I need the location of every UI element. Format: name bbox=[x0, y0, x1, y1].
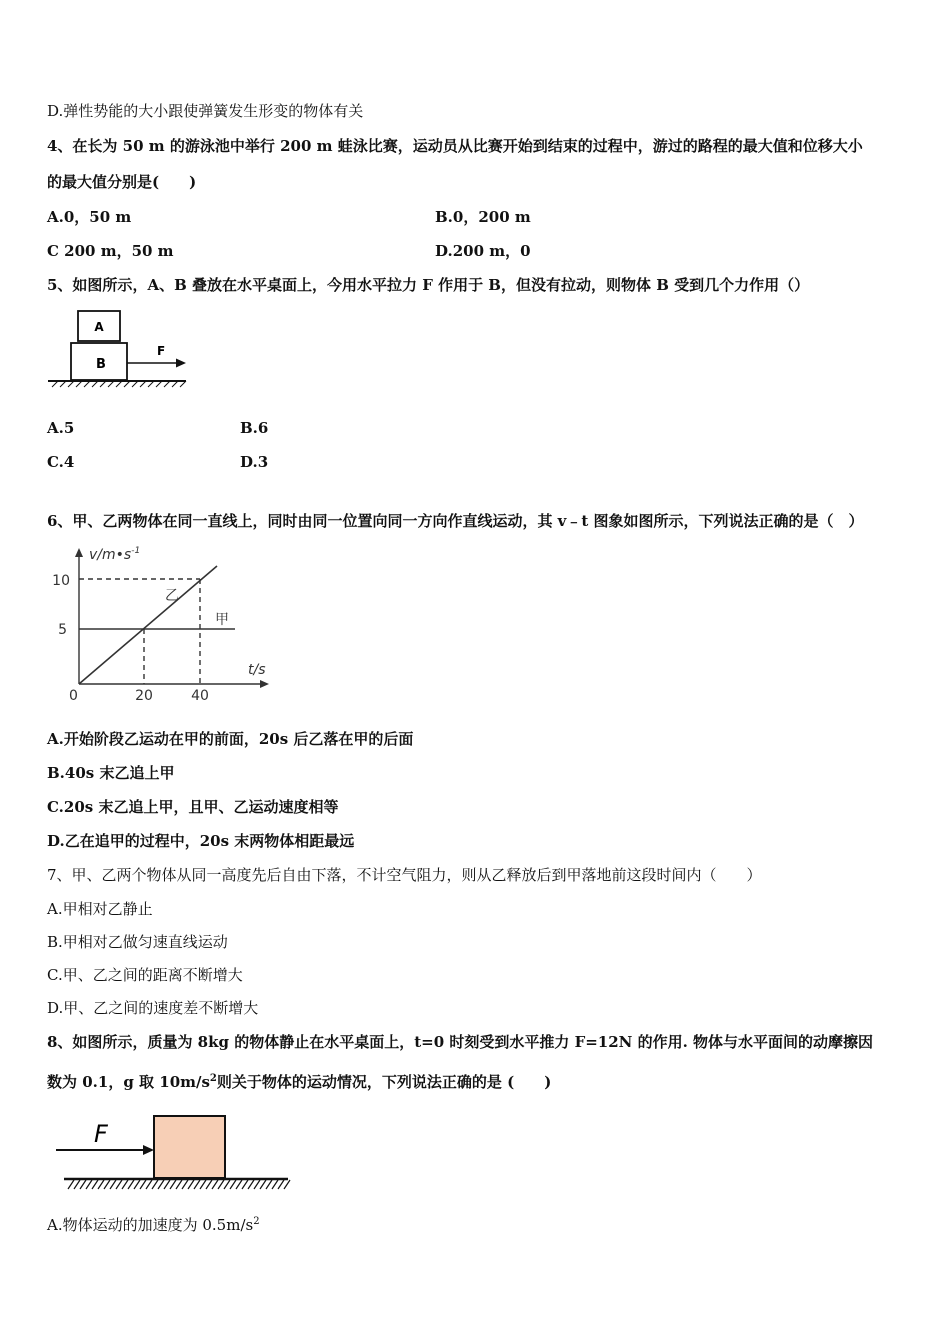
hatch-line bbox=[218, 1180, 224, 1189]
hatch-line bbox=[146, 1180, 152, 1189]
hatch-line bbox=[200, 1180, 206, 1189]
series-jia-label: 甲 bbox=[215, 612, 229, 628]
q8-stem-line2 bbox=[47, 1069, 551, 1092]
q5-force-arrowhead bbox=[176, 359, 186, 368]
q8-option-a bbox=[47, 1212, 260, 1235]
q6-option-b: B.40s 末乙追上甲 bbox=[47, 764, 175, 782]
q5-option-a: A.5 bbox=[47, 419, 75, 437]
q7-option-b: B.甲相对乙做匀速直线运动 bbox=[47, 933, 228, 951]
q5-figure bbox=[44, 305, 204, 395]
hatch-line bbox=[266, 1180, 272, 1189]
hatch-line bbox=[158, 1180, 164, 1189]
q5-option-b: B.6 bbox=[240, 419, 269, 437]
hatch-line bbox=[248, 1180, 254, 1189]
q4-stem-line1: 4、在长为 50 m 的游泳池中举行 200 m 蛙泳比赛，运动员从比赛开始到结束的过程中，游过的路程的最大值和位移大小 bbox=[47, 137, 863, 155]
q8-option-a-sup: 2 bbox=[253, 1216, 260, 1227]
hatch-line bbox=[152, 1180, 158, 1189]
q6-option-c: C.20s 末乙追上甲，且甲、乙运动速度相等 bbox=[47, 798, 339, 816]
hatch-line bbox=[92, 1180, 98, 1189]
q5-force-label: F bbox=[157, 344, 166, 358]
hatch-line bbox=[224, 1180, 230, 1189]
y-tick-5: 5 bbox=[58, 622, 67, 638]
x-axis-label: t/s bbox=[248, 662, 266, 678]
hatch-line bbox=[182, 1180, 188, 1189]
hatch-line bbox=[74, 1180, 80, 1189]
hatch-line bbox=[212, 1180, 218, 1189]
q8-force-arrowhead bbox=[143, 1145, 154, 1155]
q4-option-a: A.0，50 m bbox=[47, 208, 132, 226]
x-axis-arrowhead bbox=[260, 680, 269, 688]
q8-force-label: F bbox=[94, 1120, 108, 1148]
q6-stem: 6、甲、乙两物体在同一直线上，同时由同一位置向同一方向作直线运动，其 v﹣t 图象如图所示，下列说法正确的是（ ） bbox=[47, 512, 864, 530]
q8-stem-line2-b: 则关于物体的运动情况，下列说法正确的是 ( ) bbox=[216, 1073, 552, 1091]
hatch-line bbox=[80, 1180, 86, 1189]
origin-label: 0 bbox=[69, 688, 78, 704]
hatch-line bbox=[278, 1180, 284, 1189]
x-tick-20: 20 bbox=[135, 688, 153, 704]
series-yi-label: 乙 bbox=[165, 588, 179, 604]
hatch-line bbox=[122, 1180, 128, 1189]
q6-option-d: D.乙在追甲的过程中，20s 末两物体相距最远 bbox=[47, 832, 355, 850]
q8-block bbox=[154, 1116, 225, 1178]
hatch-line bbox=[260, 1180, 266, 1189]
q7-stem: 7、甲、乙两个物体从同一高度先后自由下落，不计空气阻力，则从乙释放后到甲落地前这段时间内（ ） bbox=[47, 866, 762, 884]
hatch-line bbox=[164, 1180, 170, 1189]
q4-option-b: B.0，200 m bbox=[435, 208, 531, 226]
q4-stem-line2: 的最大值分别是( ) bbox=[47, 173, 197, 191]
q7-option-c: C.甲、乙之间的距离不断增大 bbox=[47, 966, 243, 984]
q6-option-a: A.开始阶段乙运动在甲的前面，20s 后乙落在甲的后面 bbox=[47, 730, 414, 748]
q5-block-a-label: A bbox=[94, 320, 104, 334]
q8-option-a-text: A.物体运动的加速度为 0.5m/s bbox=[47, 1216, 254, 1234]
hatch-line bbox=[68, 1180, 74, 1189]
x-tick-40: 40 bbox=[191, 688, 209, 704]
q7-option-a: A.甲相对乙静止 bbox=[47, 900, 153, 918]
hatch-line bbox=[176, 1180, 182, 1189]
y-axis-arrowhead bbox=[75, 548, 83, 557]
q8-ground-hatch bbox=[68, 1180, 290, 1189]
hatch-line bbox=[140, 1180, 146, 1189]
q4-option-d: D.200 m，0 bbox=[435, 242, 531, 260]
q7-option-d: D.甲、乙之间的速度差不断增大 bbox=[47, 999, 259, 1017]
q3-option-d: D.弹性势能的大小跟使弹簧发生形变的物体有关 bbox=[47, 102, 364, 120]
hatch-line bbox=[128, 1180, 134, 1189]
hatch-line bbox=[236, 1180, 242, 1189]
hatch-line bbox=[254, 1180, 260, 1189]
hatch-line bbox=[206, 1180, 212, 1189]
q4-option-c: C 200 m，50 m bbox=[47, 242, 174, 260]
q8-stem-line1: 8、如图所示，质量为 8kg 的物体静止在水平桌面上，t=0 时刻受到水平推力 F=12N 的作用. 物体与水平面间的动摩擦因 bbox=[47, 1033, 874, 1051]
q5-block-b-label: B bbox=[96, 357, 106, 372]
q6-vt-chart bbox=[45, 540, 285, 705]
hatch-line bbox=[134, 1180, 140, 1189]
q5-option-c: C.4 bbox=[47, 453, 75, 471]
hatch-line bbox=[242, 1180, 248, 1189]
hatch-line bbox=[110, 1180, 116, 1189]
q8-stem-line2-a: 数为 0.1，g 取 10m/s bbox=[47, 1073, 210, 1091]
y-axis-label: $v/m•s^{-1}$ bbox=[89, 546, 141, 563]
hatch-line bbox=[170, 1180, 176, 1189]
q8-figure bbox=[50, 1110, 300, 1195]
y-tick-10: 10 bbox=[52, 573, 70, 589]
hatch-line bbox=[98, 1180, 104, 1189]
q8-stem-line2-sup: 2 bbox=[209, 1073, 217, 1084]
hatch-line bbox=[272, 1180, 278, 1189]
hatch-line bbox=[104, 1180, 110, 1189]
hatch-line bbox=[284, 1180, 290, 1189]
q5-option-d: D.3 bbox=[240, 453, 269, 471]
hatch-line bbox=[188, 1180, 194, 1189]
hatch-line bbox=[86, 1180, 92, 1189]
hatch-line bbox=[230, 1180, 236, 1189]
hatch-line bbox=[116, 1180, 122, 1189]
series-yi-line bbox=[79, 566, 217, 684]
q5-stem: 5、如图所示，A、B 叠放在水平桌面上，今用水平拉力 F 作用于 B，但没有拉动，则物体 B 受到几个力作用（） bbox=[47, 276, 810, 294]
hatch-line bbox=[194, 1180, 200, 1189]
